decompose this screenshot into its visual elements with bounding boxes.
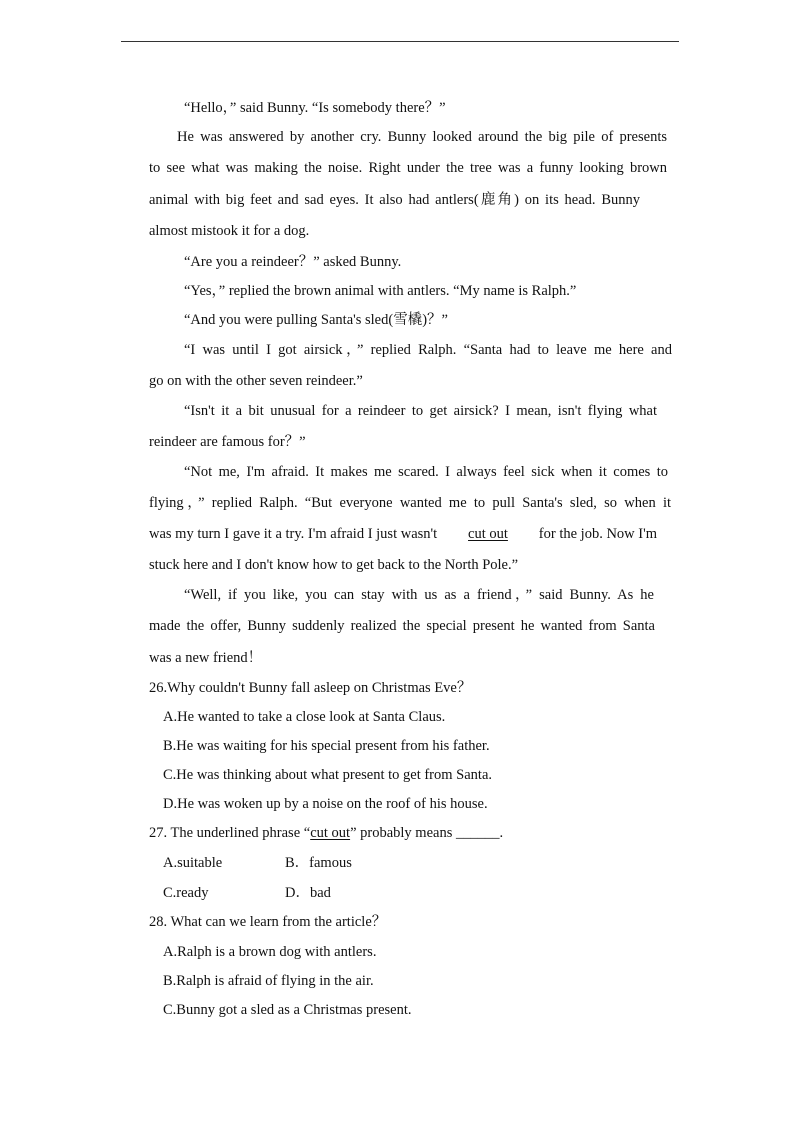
passage-line: reindeer are famous for？”: [149, 434, 306, 450]
passage-line: flying，” replied Ralph. “But everyone wanted me to pull Santa's sled, so when it: [149, 495, 671, 511]
question-stem: 28. What can we learn from the article？: [149, 914, 387, 930]
answer-option: C.He was thinking about what present to get from Santa.: [163, 767, 493, 783]
question-text: ” probably means ______.: [350, 825, 504, 841]
passage-line: “Yes，” replied the brown animal with antlers. “My name is Ralph.”: [184, 283, 577, 299]
answer-option: A.suitable: [163, 855, 223, 871]
passage-line: made the offer, Bunny suddenly realized the special present he wanted from Santa: [149, 618, 655, 634]
underlined-phrase: cut out: [468, 526, 508, 542]
passage-line: “Are you a reindeer？” asked Bunny.: [184, 254, 402, 270]
question-stem: 26.Why couldn't Bunny fall asleep on Christmas Eve？: [149, 680, 472, 696]
question-text: 27. The underlined phrase “: [149, 825, 311, 841]
answer-option: A.Ralph is a brown dog with antlers.: [163, 944, 377, 960]
answer-option: D.He was woken up by a noise on the roof of his house.: [163, 796, 488, 812]
passage-text: for the job. Now I'm: [538, 526, 657, 542]
passage-line: [149, 525, 657, 543]
passage-line: He was answered by another cry. Bunny looked around the big pile of presents: [177, 129, 667, 145]
answer-option: C.ready: [163, 885, 209, 901]
passage-line: to see what was making the noise. Right under the tree was a funny looking brown: [149, 160, 667, 176]
passage-line: “Hello，” said Bunny. “Is somebody there？”: [184, 100, 446, 116]
answer-option: A.He wanted to take a close look at Santa Claus.: [163, 709, 446, 725]
question-stem: [149, 824, 503, 842]
passage-line: “And you were pulling Santa's sled(雪橇)？”: [184, 312, 448, 328]
passage-line: “Not me, I'm afraid. It makes me scared. I always feel sick when it comes to: [184, 464, 668, 480]
passage-line: was a new friend！: [149, 650, 263, 666]
answer-option: B．famous: [285, 855, 352, 871]
answer-option: B.Ralph is afraid of flying in the air.: [163, 973, 374, 989]
passage-line: go on with the other seven reindeer.”: [149, 373, 363, 389]
passage-line: almost mistook it for a dog.: [149, 223, 310, 239]
underlined-phrase: cut out: [310, 825, 351, 841]
answer-option: C.Bunny got a sled as a Christmas present.: [163, 1002, 412, 1018]
passage-line: “I was until I got airsick，” replied Ralph. “Santa had to leave me here and: [184, 342, 672, 358]
passage-text: was my turn I gave it a try. I'm afraid I just wasn't: [149, 526, 438, 542]
header-rule: [121, 41, 679, 42]
passage-line: “Isn't it a bit unusual for a reindeer to get airsick? I mean, isn't flying what: [184, 403, 657, 419]
passage-line: stuck here and I don't know how to get back to the North Pole.”: [149, 557, 519, 573]
passage-line: “Well, if you like, you can stay with us as a friend，” said Bunny. As he: [184, 587, 654, 603]
answer-option: B.He was waiting for his special present from his father.: [163, 738, 490, 754]
passage-line: animal with big feet and sad eyes. It also had antlers(鹿角) on its head. Bunny: [149, 192, 640, 208]
answer-option: D．bad: [285, 885, 331, 901]
